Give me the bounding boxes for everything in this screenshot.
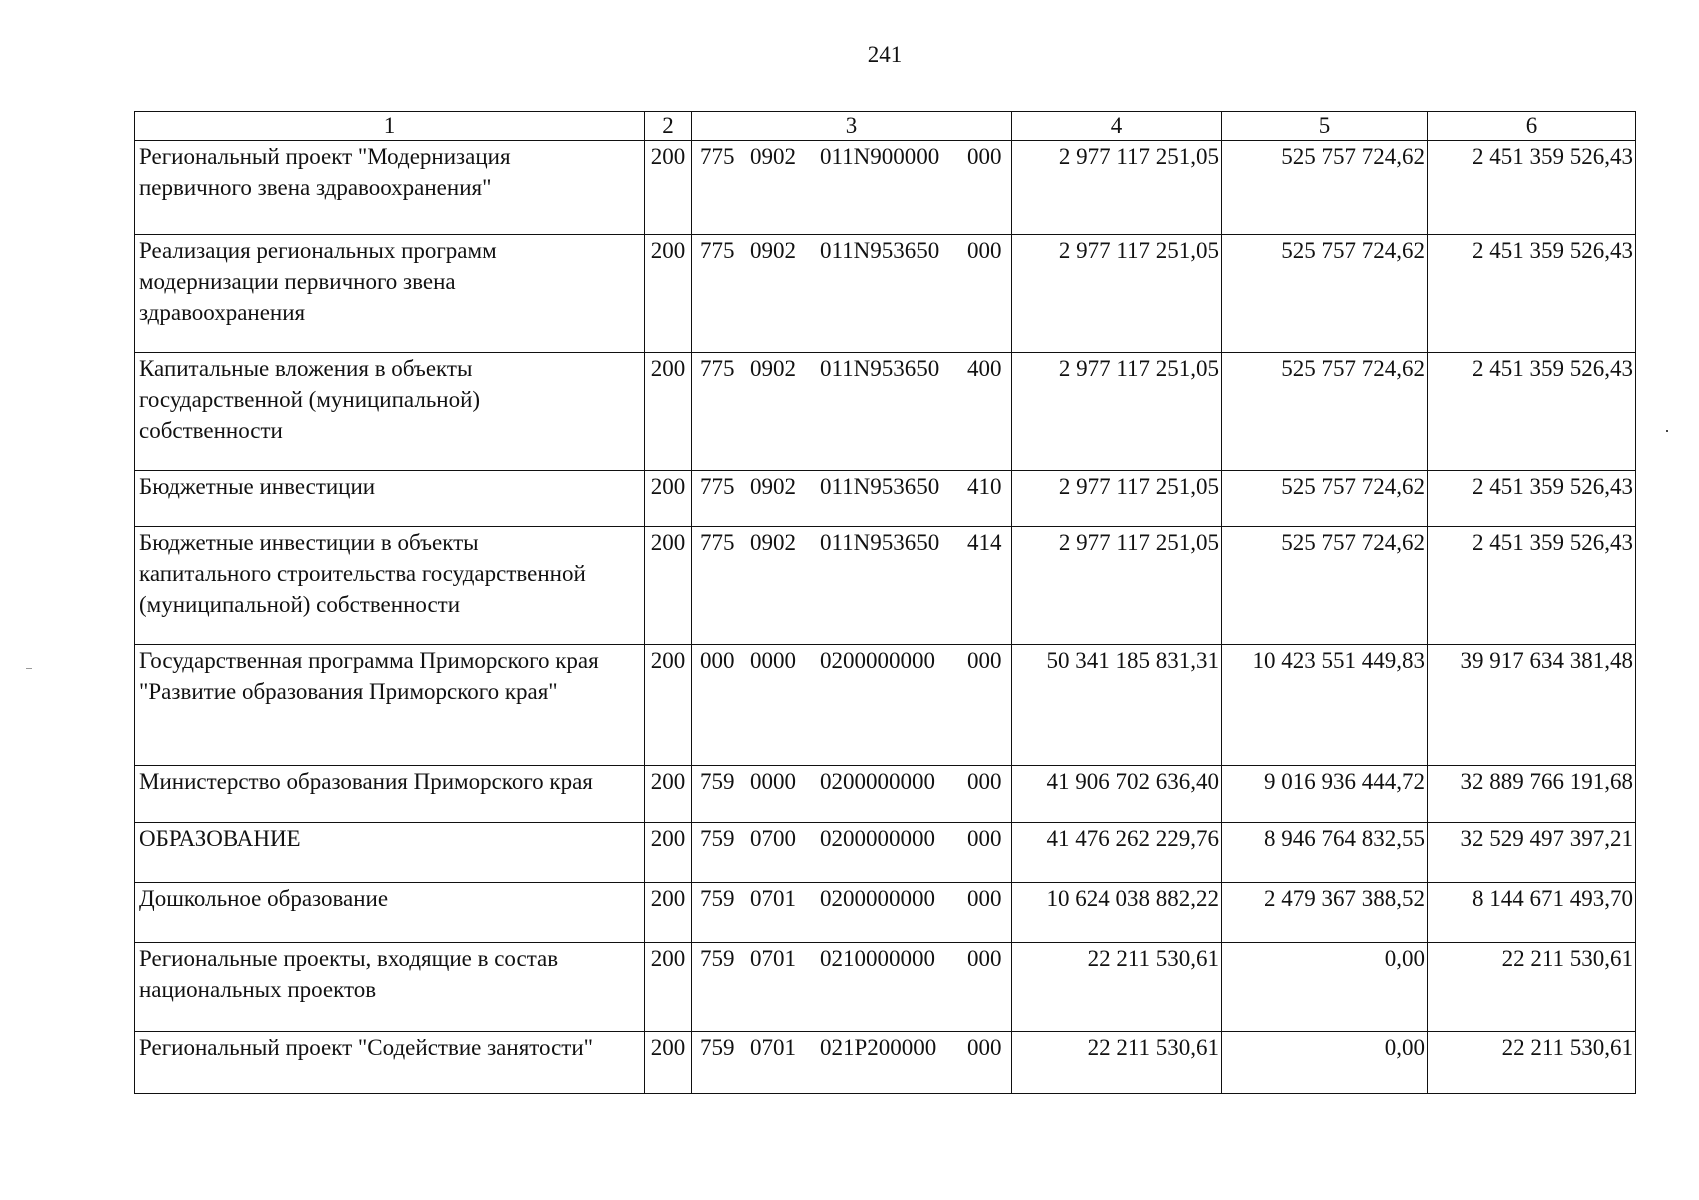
table-row: [135, 943, 1636, 1032]
value-col5-cell: 525 757 724,62: [1222, 527, 1428, 645]
code-ved: 000: [700, 648, 735, 673]
header-cell-4: 4: [1012, 112, 1222, 141]
code-expense-type: 400: [967, 356, 1002, 381]
row-name-cell: [135, 471, 645, 527]
budget-table: [134, 111, 1636, 1094]
row-name-cell: [135, 766, 645, 823]
row-name-line: Бюджетные инвестиции: [139, 474, 376, 499]
row-col2-cell: 200: [645, 766, 692, 823]
row-code-cell: [692, 943, 1012, 1032]
code-target-article: 011N900000: [820, 144, 940, 169]
code-section: 0000: [750, 648, 796, 673]
row-code-cell: [692, 141, 1012, 235]
value-col6-cell: 32 529 497 397,21: [1428, 823, 1636, 883]
row-name-cell: [135, 141, 645, 235]
code-ved: 775: [700, 238, 735, 263]
value-col5-cell: 525 757 724,62: [1222, 141, 1428, 235]
value-col5-cell: 10 423 551 449,83: [1222, 645, 1428, 766]
code-ved: 775: [700, 530, 735, 555]
table-row: [135, 353, 1636, 471]
value-col6-cell: 2 451 359 526,43: [1428, 527, 1636, 645]
value-col5-cell: 0,00: [1222, 943, 1428, 1032]
value-col4-cell: 2 977 117 251,05: [1012, 353, 1222, 471]
value-col4-cell: 50 341 185 831,31: [1012, 645, 1222, 766]
row-name-line: первичного звена здравоохранения": [139, 175, 492, 200]
row-name-line: Дошкольное образование: [139, 886, 389, 911]
header-cell-2: 2: [645, 112, 692, 141]
code-expense-type: 000: [967, 648, 1002, 673]
code-ved: 759: [700, 946, 735, 971]
row-col2-cell: 200: [645, 645, 692, 766]
value-col6-cell: 22 211 530,61: [1428, 1032, 1636, 1094]
row-name-cell: [135, 943, 645, 1032]
value-col6-cell: 2 451 359 526,43: [1428, 141, 1636, 235]
code-expense-type: 000: [967, 886, 1002, 911]
row-col2-cell: 200: [645, 471, 692, 527]
value-col6-cell: 8 144 671 493,70: [1428, 883, 1636, 943]
value-col4-cell: 2 977 117 251,05: [1012, 235, 1222, 353]
row-name-line: модернизации первичного звена: [139, 269, 456, 294]
scan-speck: [26, 668, 32, 669]
value-col5-cell: 525 757 724,62: [1222, 471, 1428, 527]
table-row: [135, 235, 1636, 353]
row-code-cell: [692, 471, 1012, 527]
header-cell-1: 1: [135, 112, 645, 141]
table-row: [135, 141, 1636, 235]
code-expense-type: 000: [967, 769, 1002, 794]
value-col5-cell: 0,00: [1222, 1032, 1428, 1094]
row-code-cell: [692, 766, 1012, 823]
code-target-article: 0200000000: [820, 886, 935, 911]
value-col4-cell: 41 906 702 636,40: [1012, 766, 1222, 823]
code-target-article: 0210000000: [820, 946, 935, 971]
value-col6-cell: 22 211 530,61: [1428, 943, 1636, 1032]
row-col2-cell: 200: [645, 141, 692, 235]
code-ved: 759: [700, 1035, 735, 1060]
row-code-cell: [692, 353, 1012, 471]
row-name-line: "Развитие образования Приморского края": [139, 679, 558, 704]
code-section: 0701: [750, 1035, 796, 1060]
row-name-cell: [135, 1032, 645, 1094]
code-expense-type: 000: [967, 826, 1002, 851]
value-col5-cell: 525 757 724,62: [1222, 353, 1428, 471]
row-name-cell: [135, 235, 645, 353]
row-name-line: Региональный проект "Содействие занятости": [139, 1035, 594, 1060]
table-row: [135, 527, 1636, 645]
row-name-line: Бюджетные инвестиции в объекты: [139, 530, 479, 555]
code-expense-type: 000: [967, 1035, 1002, 1060]
code-section: 0902: [750, 144, 796, 169]
code-expense-type: 410: [967, 474, 1002, 499]
code-section: 0902: [750, 356, 796, 381]
code-target-article: 021P200000: [820, 1035, 937, 1060]
row-name-line: Государственная программа Приморского края: [139, 648, 599, 673]
row-name-line: (муниципальной) собственности: [139, 592, 461, 617]
row-name-cell: [135, 645, 645, 766]
row-name-line: Министерство образования Приморского края: [139, 769, 593, 794]
value-col5-cell: 525 757 724,62: [1222, 235, 1428, 353]
code-section: 0701: [750, 946, 796, 971]
value-col6-cell: 2 451 359 526,43: [1428, 471, 1636, 527]
code-target-article: 011N953650: [820, 238, 940, 263]
table-row: [135, 471, 1636, 527]
code-ved: 759: [700, 769, 735, 794]
row-col2-cell: 200: [645, 235, 692, 353]
row-name-cell: [135, 823, 645, 883]
row-name-cell: [135, 353, 645, 471]
code-section: 0902: [750, 238, 796, 263]
row-name-line: Капитальные вложения в объекты: [139, 356, 473, 381]
code-ved: 775: [700, 474, 735, 499]
row-code-cell: [692, 823, 1012, 883]
code-target-article: 0200000000: [820, 648, 935, 673]
code-ved: 775: [700, 144, 735, 169]
header-cell-3: 3: [692, 112, 1012, 141]
code-target-article: 0200000000: [820, 826, 935, 851]
header-cell-5: 5: [1222, 112, 1428, 141]
row-name-line: здравоохранения: [139, 300, 306, 325]
row-col2-cell: 200: [645, 527, 692, 645]
code-expense-type: 000: [967, 238, 1002, 263]
code-expense-type: 414: [967, 530, 1002, 555]
row-code-cell: [692, 645, 1012, 766]
code-section: 0000: [750, 769, 796, 794]
code-ved: 759: [700, 826, 735, 851]
code-target-article: 011N953650: [820, 474, 940, 499]
row-name-line: Региональные проекты, входящие в состав: [139, 946, 559, 971]
value-col4-cell: 10 624 038 882,22: [1012, 883, 1222, 943]
code-ved: 775: [700, 356, 735, 381]
page-number: 241: [867, 42, 903, 67]
row-code-cell: [692, 235, 1012, 353]
value-col6-cell: 2 451 359 526,43: [1428, 235, 1636, 353]
header-cell-6: 6: [1428, 112, 1636, 141]
row-name-line: ОБРАЗОВАНИЕ: [139, 826, 301, 851]
row-name-line: собственности: [139, 418, 283, 443]
row-col2-cell: 200: [645, 943, 692, 1032]
row-name-cell: [135, 527, 645, 645]
row-col2-cell: 200: [645, 823, 692, 883]
row-col2-cell: 200: [645, 883, 692, 943]
value-col4-cell: 22 211 530,61: [1012, 943, 1222, 1032]
value-col6-cell: 39 917 634 381,48: [1428, 645, 1636, 766]
code-target-article: 011N953650: [820, 530, 940, 555]
value-col4-cell: 41 476 262 229,76: [1012, 823, 1222, 883]
table-row: [135, 645, 1636, 766]
row-code-cell: [692, 883, 1012, 943]
row-code-cell: [692, 1032, 1012, 1094]
value-col4-cell: 22 211 530,61: [1012, 1032, 1222, 1094]
table-row: [135, 823, 1636, 883]
code-ved: 759: [700, 886, 735, 911]
row-col2-cell: 200: [645, 1032, 692, 1094]
value-col5-cell: 9 016 936 444,72: [1222, 766, 1428, 823]
code-section: 0902: [750, 474, 796, 499]
table-row: [135, 766, 1636, 823]
row-name-line: государственной (муниципальной): [139, 387, 481, 412]
value-col4-cell: 2 977 117 251,05: [1012, 141, 1222, 235]
value-col5-cell: 2 479 367 388,52: [1222, 883, 1428, 943]
row-name-line: Региональный проект "Модернизация: [139, 144, 511, 169]
scan-speck: [1666, 430, 1668, 432]
code-expense-type: 000: [967, 144, 1002, 169]
table-row: [135, 1032, 1636, 1094]
row-col2-cell: 200: [645, 353, 692, 471]
row-name-cell: [135, 883, 645, 943]
row-name-line: национальных проектов: [139, 977, 377, 1002]
value-col6-cell: 2 451 359 526,43: [1428, 353, 1636, 471]
row-name-line: капитального строительства государственной: [139, 561, 586, 586]
code-section: 0902: [750, 530, 796, 555]
code-expense-type: 000: [967, 946, 1002, 971]
value-col5-cell: 8 946 764 832,55: [1222, 823, 1428, 883]
value-col6-cell: 32 889 766 191,68: [1428, 766, 1636, 823]
table-row: [135, 883, 1636, 943]
value-col4-cell: 2 977 117 251,05: [1012, 471, 1222, 527]
code-section: 0700: [750, 826, 796, 851]
code-section: 0701: [750, 886, 796, 911]
header-row: [135, 112, 1636, 141]
code-target-article: 011N953650: [820, 356, 940, 381]
value-col4-cell: 2 977 117 251,05: [1012, 527, 1222, 645]
row-name-line: Реализация региональных программ: [139, 238, 497, 263]
row-code-cell: [692, 527, 1012, 645]
code-target-article: 0200000000: [820, 769, 935, 794]
